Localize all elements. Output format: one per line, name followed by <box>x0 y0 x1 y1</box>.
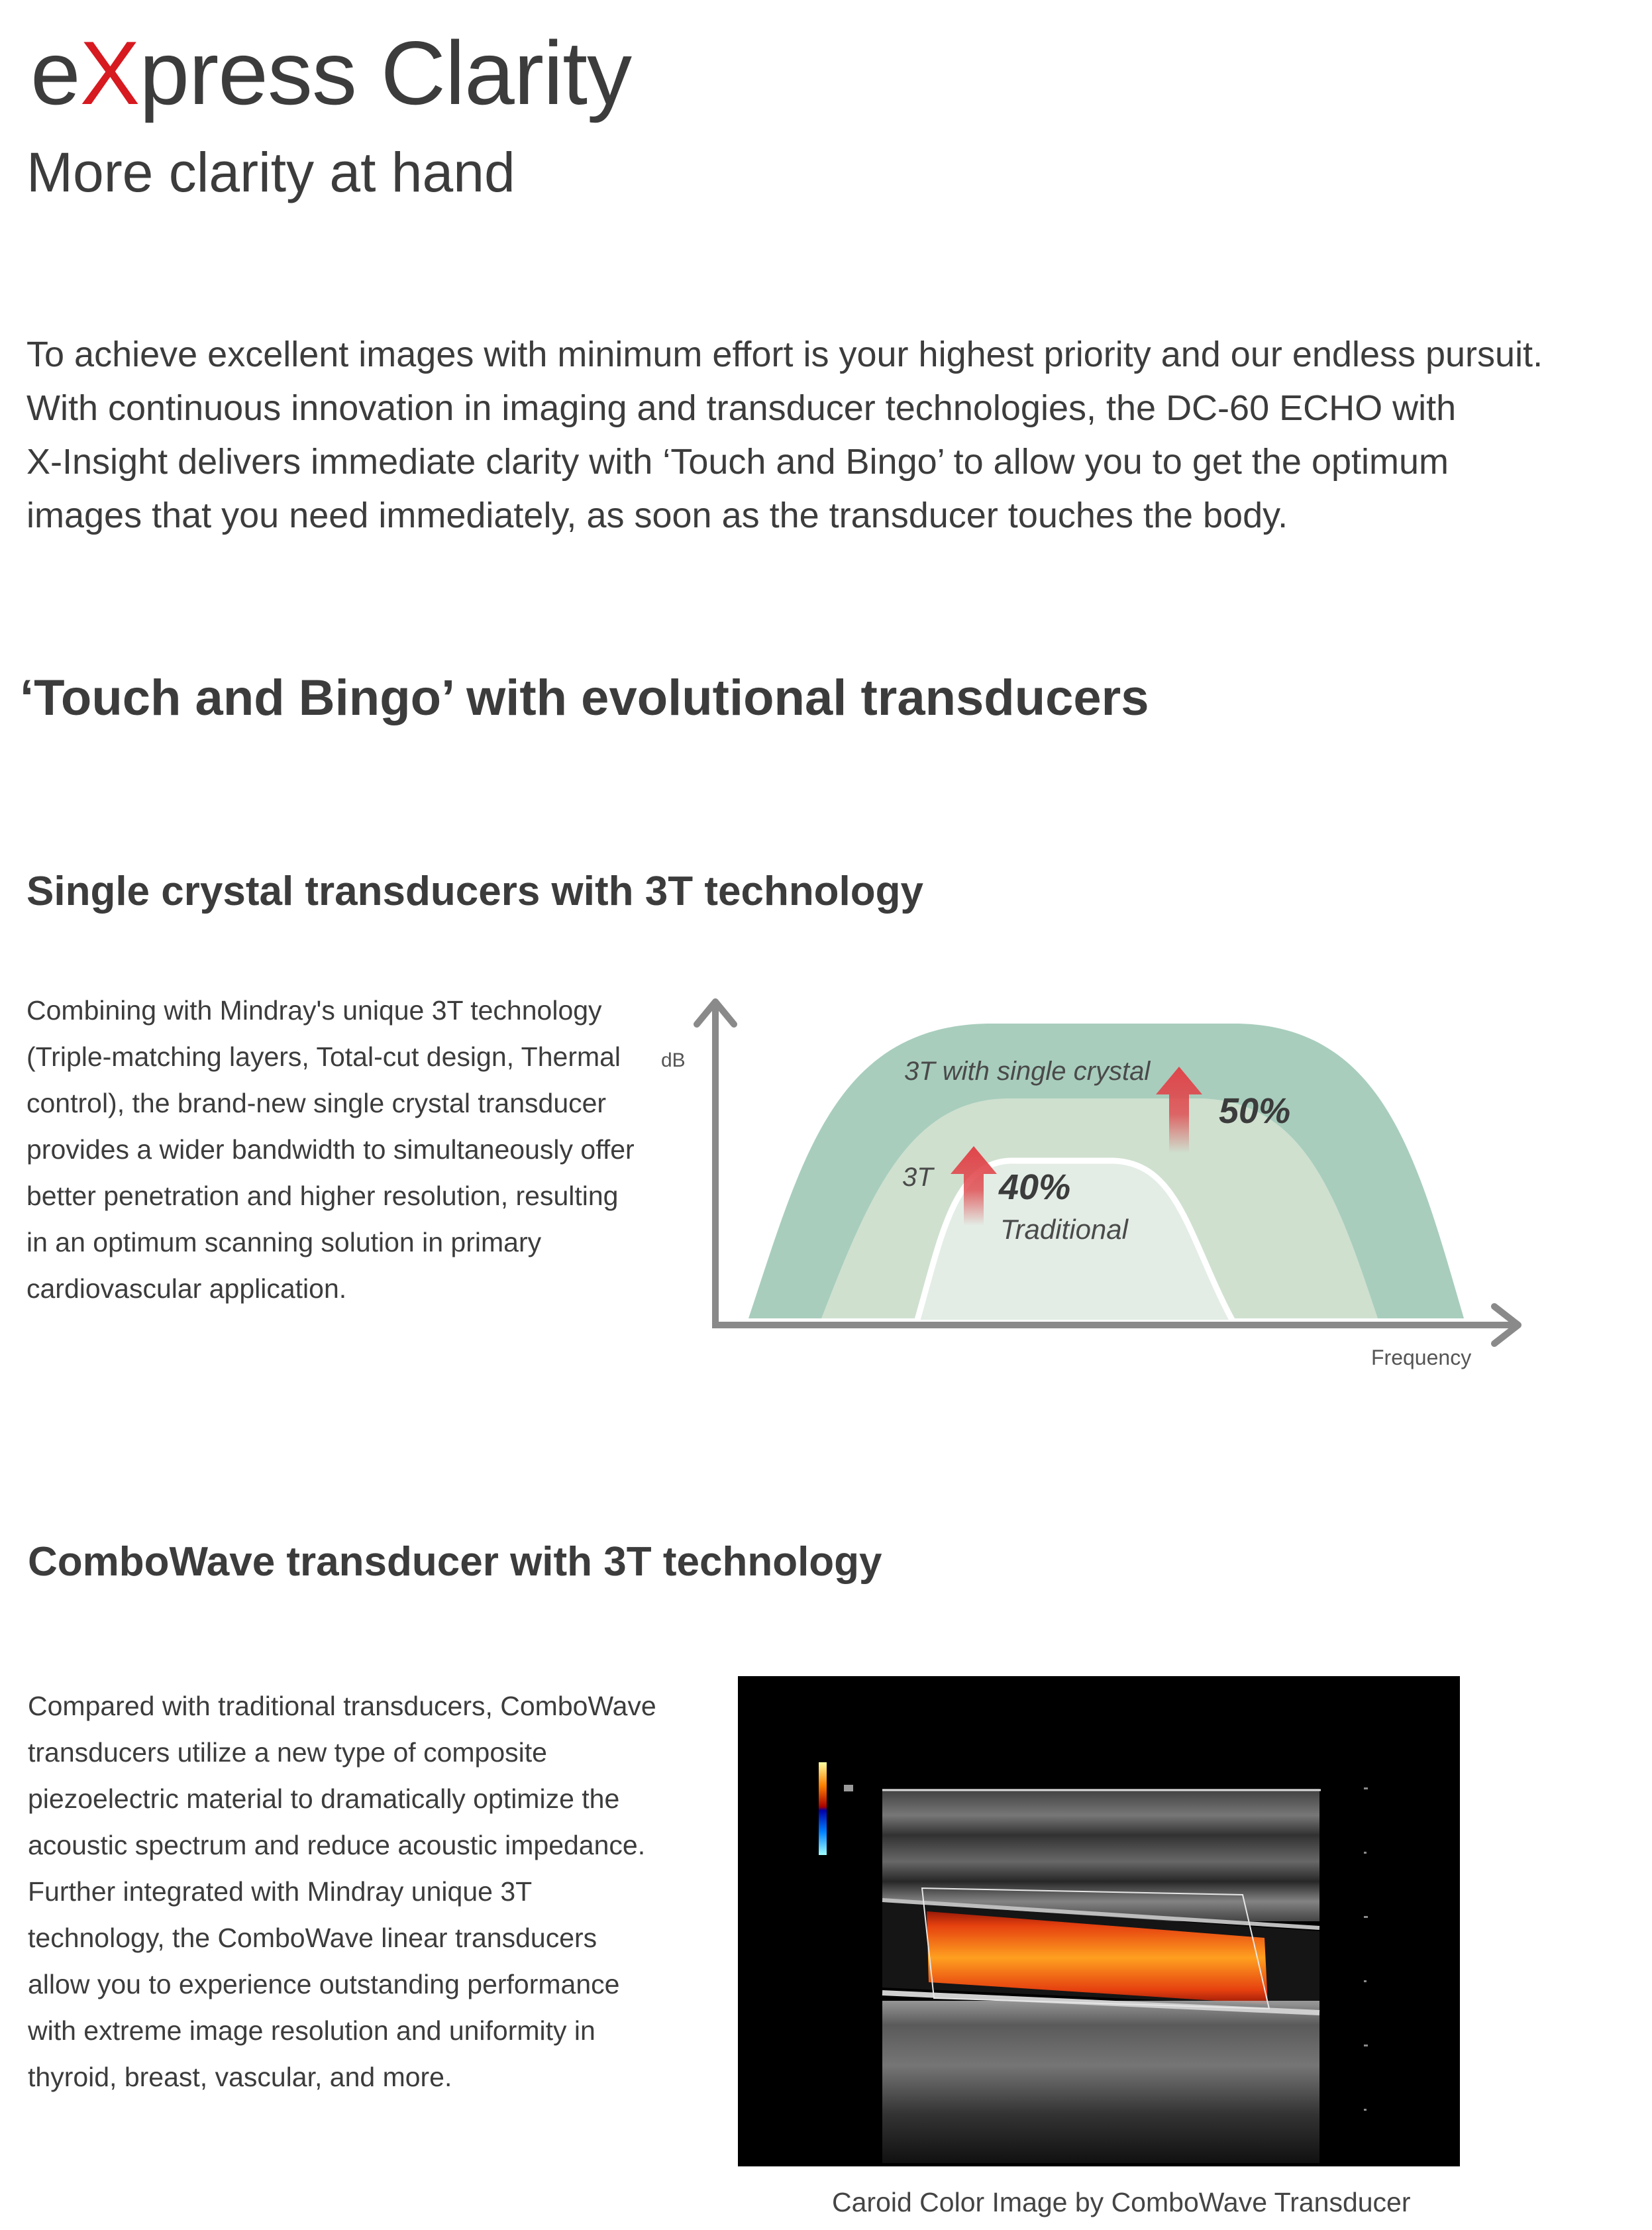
paragraph-line: Combining with Mindray's unique 3T technology <box>26 995 602 1026</box>
combowave-heading: ComboWave transducer with 3T technology <box>28 1539 882 1585</box>
section-heading: ‘Touch and Bingo’ with evolutional transducers <box>20 670 1149 726</box>
combowave-paragraph <box>28 1683 656 2100</box>
paragraph-line: piezoelectric material to dramatically optimize the <box>28 1783 620 1814</box>
paragraph-line: provides a wider bandwidth to simultaneously offer <box>26 1134 635 1165</box>
single-crystal-heading: Single crystal transducers with 3T technology <box>26 869 924 914</box>
paragraph-line: (Triple-matching layers, Total-cut design, Thermal <box>26 1041 621 1072</box>
tissue-upper-layer <box>882 1789 1319 1921</box>
series-label-3t-single-crystal: 3T with single crystal <box>904 1057 1151 1086</box>
scale-marker <box>844 1785 853 1791</box>
paragraph-line: better penetration and higher resolution, resulting <box>26 1181 619 1211</box>
intro-line: To achieve excellent images with minimum effort is your highest priority and our endless pursuit. <box>26 335 1543 374</box>
color-scale-bar <box>819 1762 827 1855</box>
paragraph-line: in an optimum scanning solution in primary <box>26 1227 542 1257</box>
intro-line: X-Insight delivers immediate clarity with ‘Touch and Bingo’ to allow you to get the optimum <box>26 442 1449 482</box>
annotation-50-percent: 50% <box>1219 1091 1291 1131</box>
paragraph-line: transducers utilize a new type of composite <box>28 1737 547 1768</box>
annotation-40-percent: 40% <box>999 1167 1071 1207</box>
paragraph-line: technology, the ComboWave linear transducers <box>28 1923 597 1953</box>
title-suffix: press Clarity <box>139 23 632 123</box>
series-label-traditional: Traditional <box>1000 1214 1128 1245</box>
paragraph-line: thyroid, breast, vascular, and more. <box>28 2062 452 2092</box>
title-prefix: e <box>30 23 80 123</box>
single-crystal-paragraph <box>26 987 635 1312</box>
paragraph-line: cardiovascular application. <box>26 1273 347 1304</box>
paragraph-line: control), the brand-new single crystal transducer <box>26 1088 607 1118</box>
page-subtitle: More clarity at hand <box>26 141 515 203</box>
intro-paragraph <box>26 328 1603 543</box>
image-caption: Caroid Color Image by ComboWave Transducer <box>832 2187 1411 2217</box>
y-axis-label: dB <box>661 1049 686 1071</box>
tissue-lower-layer <box>882 2001 1319 2163</box>
series-label-3t: 3T <box>902 1163 933 1192</box>
bandwidth-chart <box>649 987 1537 1398</box>
paragraph-line: acoustic spectrum and reduce acoustic impedance. <box>28 1830 646 1860</box>
intro-line: With continuous innovation in imaging and transducer technologies, the DC-60 ECHO with <box>26 388 1457 428</box>
intro-line: images that you need immediately, as soon as the transducer touches the body. <box>26 496 1288 535</box>
ultrasound-color-image <box>738 1676 1460 2166</box>
paragraph-line: with extreme image resolution and uniformity in <box>28 2015 595 2046</box>
paragraph-line: Further integrated with Mindray unique 3T <box>28 1876 533 1907</box>
x-axis-label: Frequency <box>1371 1346 1472 1369</box>
page-title <box>30 20 631 126</box>
title-accent-letter: X <box>79 23 140 123</box>
paragraph-line: Compared with traditional transducers, ComboWave <box>28 1691 656 1721</box>
paragraph-line: allow you to experience outstanding performance <box>28 1969 620 1999</box>
